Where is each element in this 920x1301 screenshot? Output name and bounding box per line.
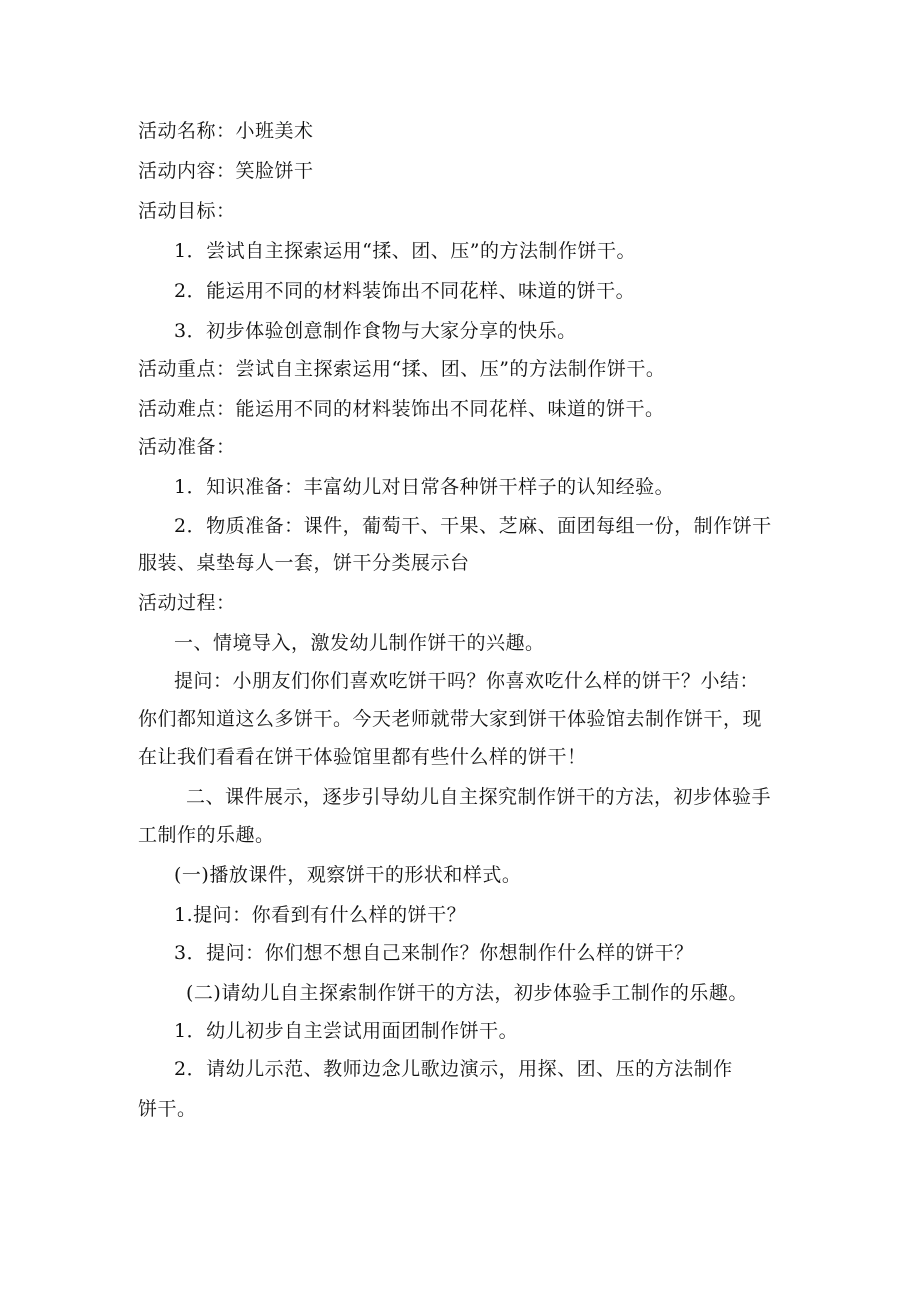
process-section-heading: 二、课件展示，逐步引导幼儿自主探究制作饼干的方法，初步体验手 [186, 786, 772, 808]
activity-difficulty: 活动难点：能运用不同的材料装饰出不同花样、味道的饼干。 [138, 398, 665, 420]
paragraph-line: 工制作的乐趣。 [138, 824, 275, 846]
preparation-item: 1．知识准备：丰富幼儿对日常各种饼干样子的认知经验。 [174, 476, 675, 498]
goal-item: 1．尝试自主探索运用“揉、团、压”的方法制作饼干。 [174, 240, 637, 262]
subsection-heading: (二)请幼儿自主探索制作饼干的方法，初步体验手工制作的乐趣。 [186, 982, 748, 1004]
list-item-continued: 饼干。 [138, 1098, 197, 1120]
activity-name: 活动名称：小班美术 [138, 120, 314, 142]
list-item: 2．请幼儿示范、教师边念儿歌边演示，用探、团、压的方法制作 [174, 1058, 733, 1080]
goal-item: 3．初步体验创意制作食物与大家分享的快乐。 [174, 320, 577, 342]
list-item: 1．幼儿初步自主尝试用面团制作饼干。 [174, 1020, 519, 1042]
paragraph-line: 你们都知道这么多饼干。今天老师就带大家到饼干体验馆去制作饼干，现 [138, 708, 763, 730]
process-section-heading: 一、情境导入，激发幼儿制作饼干的兴趣。 [174, 632, 545, 654]
activity-key-point: 活动重点：尝试自主探索运用“揉、团、压”的方法制作饼干。 [138, 358, 666, 380]
paragraph-line: 提问：小朋友们你们喜欢吃饼干吗？你喜欢吃什么样的饼干？小结： [174, 670, 760, 692]
activity-process-heading: 活动过程： [138, 592, 236, 614]
subsection-heading: (一)播放课件，观察饼干的形状和样式。 [174, 864, 522, 886]
activity-goals-heading: 活动目标： [138, 200, 236, 222]
preparation-item-continued: 服装、桌垫每人一套，饼干分类展示台 [138, 552, 470, 574]
activity-preparation-heading: 活动准备： [138, 436, 236, 458]
activity-content: 活动内容：笑脸饼干 [138, 160, 314, 182]
list-item: 1.提问：你看到有什么样的饼干？ [174, 904, 467, 926]
goal-item: 2．能运用不同的材料装饰出不同花样、味道的饼干。 [174, 280, 636, 302]
preparation-item: 2．物质准备：课件，葡萄干、干果、芝麻、面团每组一份，制作饼干 [174, 515, 772, 537]
list-item: 3．提问：你们想不想自己来制作？你想制作什么样的饼干？ [174, 942, 694, 964]
paragraph-line: 在让我们看看在饼干体验馆里都有些什么样的饼干！ [138, 746, 587, 768]
